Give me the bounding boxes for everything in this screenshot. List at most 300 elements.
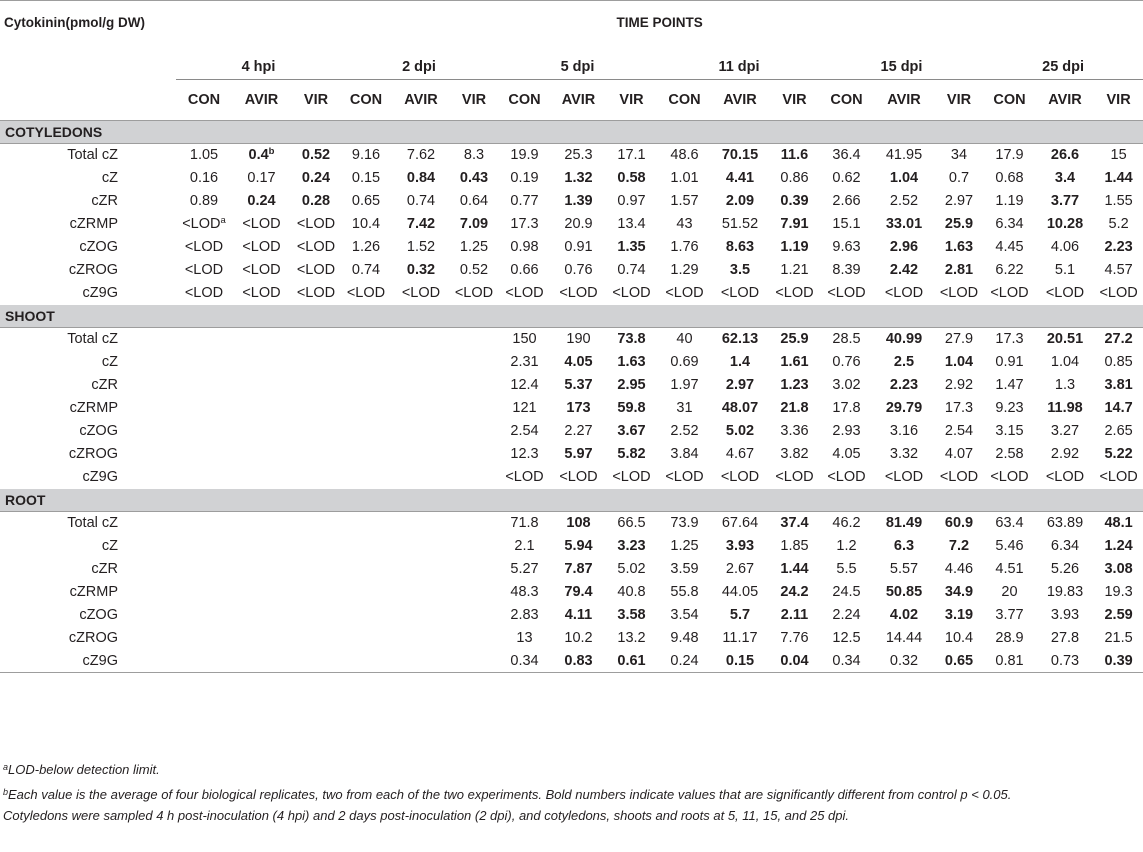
cell-value: 25.9 [780, 331, 809, 348]
cell-value: 0.89 [189, 193, 219, 209]
cell-value: 11.6 [780, 147, 809, 164]
cell-value: 19.83 [1046, 584, 1084, 600]
table-cell [552, 374, 605, 397]
cell-value: 0.98 [510, 239, 539, 255]
table-cell [711, 144, 769, 167]
cell-value: 0.64 [459, 193, 489, 209]
table-cell [658, 397, 711, 420]
cell-value: 24.2 [780, 584, 809, 600]
table-cell [935, 420, 983, 443]
table-cell [873, 397, 935, 420]
cell-value: <LOD [242, 262, 281, 278]
cell-value: 0.62 [832, 170, 861, 186]
cell-value: 13.4 [617, 216, 646, 232]
table-cell [769, 604, 820, 627]
cell-value: 10.2 [564, 630, 593, 646]
cell-value: 1.57 [670, 193, 699, 209]
footnote-marker: b [268, 146, 275, 158]
cell-value: 150 [512, 331, 537, 348]
table-cell [552, 259, 605, 282]
cell-value: 0.97 [617, 193, 646, 209]
table-cell [1036, 259, 1094, 282]
table-cell [497, 581, 552, 604]
table-cell [658, 443, 711, 466]
cell-value: 0.7 [948, 170, 970, 186]
cell-value: 17.3 [510, 216, 539, 232]
cell-value: 48.07 [721, 400, 759, 416]
table-cell [497, 397, 552, 420]
table-cell [873, 144, 935, 167]
table-cell [769, 351, 820, 374]
table-row [0, 650, 1143, 673]
table-cell [451, 558, 497, 581]
table-cell [605, 420, 658, 443]
table-cell [935, 558, 983, 581]
cell-value: 25.3 [564, 147, 593, 164]
cell-value: 0.39 [1104, 652, 1133, 669]
footnote-b-mark: b [3, 787, 9, 797]
cell-value: 2.58 [995, 446, 1024, 462]
cell-value: 1.04 [889, 170, 919, 186]
table-cell [552, 213, 605, 236]
section-title: ROOT [0, 489, 1143, 512]
table-cell [1036, 581, 1094, 604]
table-cell [391, 558, 451, 581]
table-cell [935, 650, 983, 673]
cell-value: 73.9 [670, 515, 699, 532]
cell-value: <LOD [990, 285, 1029, 301]
table-cell [873, 236, 935, 259]
table-cell [983, 282, 1036, 305]
table-cell [658, 236, 711, 259]
cell-value: 2.1 [514, 538, 535, 554]
table-cell [232, 144, 291, 167]
table-cell [552, 236, 605, 259]
treatment-column-header: AVIR [1036, 80, 1094, 121]
table-cell [711, 512, 769, 535]
table-cell [820, 328, 873, 351]
table-cell [176, 581, 232, 604]
table-cell [983, 466, 1036, 489]
time-point-group-header: 2 dpi [341, 56, 497, 80]
table-cell [711, 558, 769, 581]
table-cell [391, 466, 451, 489]
table-cell [291, 512, 341, 535]
table-cell [820, 535, 873, 558]
table-cell [391, 535, 451, 558]
cell-value: 2.52 [889, 193, 919, 209]
cell-value: 0.34 [832, 652, 861, 669]
table-cell [769, 466, 820, 489]
cell-value: 2.09 [725, 193, 755, 209]
cell-value: 1.29 [670, 262, 699, 278]
table-row [0, 397, 1143, 420]
row-label: Total cZ [67, 515, 118, 532]
cell-value: <LOD [401, 285, 441, 301]
table-cell [1094, 190, 1143, 213]
table-cell [451, 351, 497, 374]
treatment-column-header: CON [820, 80, 873, 121]
cell-value: <LOD [296, 239, 336, 255]
cell-value: <LOD [505, 285, 544, 301]
table-cell [769, 374, 820, 397]
table-cell [711, 282, 769, 305]
table-cell [232, 443, 291, 466]
cell-value: 2.5 [893, 354, 915, 370]
table-cell [769, 328, 820, 351]
cell-value: 2.81 [944, 262, 974, 278]
cell-value: 1.01 [670, 170, 699, 186]
table-cell [451, 581, 497, 604]
table-cell [1094, 236, 1143, 259]
table-cell [451, 627, 497, 650]
cell-value: 3.5 [729, 262, 751, 278]
table-cell [983, 190, 1036, 213]
cell-value: 15.1 [832, 216, 861, 232]
table-cell [451, 466, 497, 489]
table-cell [497, 328, 552, 351]
table-cell [391, 512, 451, 535]
cell-value: 2.59 [1104, 607, 1133, 623]
table-cell [497, 190, 552, 213]
table-cell [176, 443, 232, 466]
table-cell [935, 351, 983, 374]
cell-value: 27.8 [1050, 630, 1080, 646]
treatment-column-header: VIR [451, 80, 497, 121]
cell-value: 3.93 [725, 538, 755, 554]
cell-value: 0.85 [1104, 354, 1133, 370]
table-cell [176, 512, 232, 535]
table-cell [291, 236, 341, 259]
treatment-column-header: AVIR [232, 80, 291, 121]
cell-value: 1.25 [459, 239, 489, 255]
cell-value: <LOD [990, 469, 1029, 485]
cell-value: <LOD [884, 285, 924, 301]
cell-value: 1.44 [1104, 170, 1133, 186]
table-cell [983, 213, 1036, 236]
table-cell [605, 466, 658, 489]
table-cell [232, 213, 291, 236]
cell-value: 4.41 [725, 170, 755, 186]
cell-value: 14.7 [1104, 400, 1133, 416]
table-cell [605, 512, 658, 535]
cell-value: 3.54 [670, 607, 699, 623]
table-cell [391, 167, 451, 190]
cell-value: 1.19 [780, 239, 809, 255]
treatment-column-header: VIR [291, 80, 341, 121]
cell-value: 4.67 [725, 446, 755, 462]
table-cell [983, 420, 1036, 443]
table-cell [935, 282, 983, 305]
table-row [0, 535, 1143, 558]
table-cell [983, 374, 1036, 397]
cell-value: 0.83 [564, 652, 593, 669]
table-row [0, 604, 1143, 627]
treatment-column-header: VIR [935, 80, 983, 121]
table-cell [658, 328, 711, 351]
table-cell [451, 236, 497, 259]
cell-value: 48.1 [1104, 515, 1133, 532]
cell-value: 34 [950, 147, 968, 164]
table-cell [232, 512, 291, 535]
table-cell [983, 581, 1036, 604]
cell-value: 7.87 [564, 561, 593, 577]
table-cell [552, 328, 605, 351]
table-cell [451, 443, 497, 466]
table-cell [291, 466, 341, 489]
table-cell [605, 259, 658, 282]
table-cell [873, 328, 935, 351]
cell-value: 13.2 [617, 630, 646, 646]
cell-value: <LOD [775, 469, 814, 485]
cell-value: 71.8 [510, 515, 539, 532]
table-cell [1036, 213, 1094, 236]
table-cell [769, 650, 820, 673]
table-cell [497, 144, 552, 167]
cell-value: 0.17 [247, 170, 276, 186]
cell-value: 5.7 [729, 607, 751, 623]
table-cell [341, 581, 391, 604]
cell-value: <LOD [612, 285, 651, 301]
cell-value: 0.24 [301, 170, 331, 186]
cell-value: 5.37 [564, 377, 593, 393]
cell-value: 73.8 [617, 331, 646, 348]
cell-value: <LOD [720, 469, 760, 485]
table-cell [451, 328, 497, 351]
table-cell [341, 604, 391, 627]
table-cell [820, 604, 873, 627]
table-cell [935, 512, 983, 535]
cell-value: 59.8 [617, 400, 646, 416]
table-cell [935, 443, 983, 466]
table-cell [176, 604, 232, 627]
cell-value: 12.4 [510, 377, 539, 393]
table-cell [341, 190, 391, 213]
cell-value: 1.4 [729, 354, 751, 370]
cell-value: 8.3 [463, 147, 485, 164]
cell-value: <LOD [1045, 469, 1085, 485]
cell-value: <LOD [184, 285, 224, 301]
table-cell [711, 236, 769, 259]
table-cell [391, 374, 451, 397]
table-cell [232, 535, 291, 558]
table-cell [391, 213, 451, 236]
cell-value: 5.2 [1108, 216, 1129, 232]
cell-value: 21.5 [1104, 630, 1133, 646]
row-label: cZ9G [0, 650, 176, 673]
table-cell [711, 443, 769, 466]
treatment-column-header: AVIR [552, 80, 605, 121]
table-cell [451, 282, 497, 305]
table-cell [1036, 604, 1094, 627]
table-row [0, 282, 1143, 305]
cell-value: <LOD [559, 469, 598, 485]
table-cell [983, 328, 1036, 351]
table-cell [341, 650, 391, 673]
table-cell [983, 167, 1036, 190]
table-cell [873, 374, 935, 397]
cell-value: 3.02 [832, 377, 861, 393]
table-cell [451, 213, 497, 236]
table-cell [1036, 351, 1094, 374]
table-cell [1036, 466, 1094, 489]
row-label: Total cZ [67, 147, 118, 164]
table-cell [711, 627, 769, 650]
footnote-b [3, 787, 1011, 802]
cell-value: 0.73 [1050, 652, 1080, 669]
cell-value: 2.83 [510, 607, 539, 623]
cell-value: <LOD [505, 469, 544, 485]
table-cell [873, 466, 935, 489]
table-cell [935, 328, 983, 351]
table-cell [497, 466, 552, 489]
table-cell [341, 466, 391, 489]
table-cell [391, 581, 451, 604]
row-label: cZRMP [69, 584, 118, 600]
table-cell [658, 466, 711, 489]
table-cell [1036, 650, 1094, 673]
cell-value: 10.28 [1046, 216, 1084, 232]
table-cell [232, 466, 291, 489]
table-cell [820, 282, 873, 305]
table-cell [552, 466, 605, 489]
treatment-column-header: AVIR [873, 80, 935, 121]
cell-value: 20 [1001, 584, 1018, 600]
table-cell [451, 190, 497, 213]
cell-value: 5.97 [564, 446, 593, 462]
table-row [0, 213, 1143, 236]
table-cell [658, 374, 711, 397]
cell-value: 19.3 [1104, 584, 1133, 600]
table-cell [873, 190, 935, 213]
table-cell [605, 351, 658, 374]
cell-value: <LOD [1099, 285, 1138, 301]
table-cell [232, 581, 291, 604]
table-cell [291, 443, 341, 466]
cell-value: 36.4 [832, 147, 861, 164]
cell-value: 9.16 [351, 147, 381, 164]
cell-value: 2.54 [510, 423, 539, 439]
cell-value: 7.2 [948, 538, 970, 554]
cell-value: 0.16 [189, 170, 219, 186]
table-cell [451, 604, 497, 627]
cell-value: 46.2 [832, 515, 861, 532]
cell-value: 0.58 [617, 170, 646, 186]
footnote-marker: a [220, 215, 226, 226]
table-cell [711, 190, 769, 213]
table-cell [391, 420, 451, 443]
cell-value: 17.1 [617, 147, 646, 164]
section-header-row [0, 489, 1143, 512]
table-cell [1036, 282, 1094, 305]
table-cell [232, 190, 291, 213]
cell-value: 5.46 [995, 538, 1024, 554]
table-cell [935, 236, 983, 259]
table-row [0, 144, 1143, 167]
cell-value: 2.92 [1050, 446, 1080, 462]
row-label: cZR [91, 377, 118, 393]
cell-value: 17.9 [995, 147, 1024, 164]
cell-value: 15 [1110, 147, 1127, 164]
cell-value: <LOD [827, 285, 866, 301]
table-cell [176, 558, 232, 581]
cell-value: 2.31 [510, 354, 539, 370]
treatment-column-header: VIR [1094, 80, 1143, 121]
treatment-column-header: VIR [769, 80, 820, 121]
cell-value: 3.93 [1050, 607, 1080, 623]
cell-value: 27.2 [1104, 331, 1133, 348]
table-row [0, 512, 1143, 535]
row-label: cZOG [79, 239, 118, 255]
table-row [0, 167, 1143, 190]
table-cell [552, 420, 605, 443]
cell-value: 24.5 [832, 584, 861, 600]
cell-value: 190 [566, 331, 591, 348]
cell-value: <LOD [184, 239, 224, 255]
table-cell [873, 512, 935, 535]
table-cell [658, 351, 711, 374]
cell-value: 1.05 [189, 147, 219, 164]
table-cell [820, 558, 873, 581]
table-cell [658, 190, 711, 213]
table-cell [605, 604, 658, 627]
table-cell [711, 604, 769, 627]
cell-value: 13 [516, 630, 533, 646]
table-cell [291, 328, 341, 351]
table-row [0, 581, 1143, 604]
table-cell [176, 144, 232, 167]
cell-value: 4.57 [1104, 262, 1133, 278]
table-cell [1094, 328, 1143, 351]
cell-value: 79.4 [564, 584, 593, 600]
table-cell [658, 167, 711, 190]
cell-value: 0.74 [351, 262, 381, 278]
table-cell [935, 213, 983, 236]
table-cell [1036, 144, 1094, 167]
footnote-a [3, 762, 160, 777]
cell-value: 7.42 [406, 216, 436, 232]
table-cell [658, 282, 711, 305]
table-cell [291, 213, 341, 236]
table-cell [935, 190, 983, 213]
table-cell [1094, 627, 1143, 650]
table-cell [451, 167, 497, 190]
table-cell [497, 374, 552, 397]
cell-value: 11.98 [1047, 400, 1083, 416]
table-cell [658, 581, 711, 604]
table-cell [291, 627, 341, 650]
cell-value: 0.76 [564, 262, 593, 278]
cell-value: 1.04 [1050, 354, 1080, 370]
table-cell [291, 282, 341, 305]
cell-value: 28.5 [832, 331, 861, 348]
row-label: cZRMP [69, 216, 118, 232]
treatment-column-header: CON [341, 80, 391, 121]
table-cell [391, 351, 451, 374]
cell-value: 0.74 [617, 262, 646, 278]
cell-value: 6.34 [995, 216, 1024, 232]
cell-value: 7.76 [780, 630, 809, 646]
table-cell [820, 259, 873, 282]
table-cell [1036, 374, 1094, 397]
treatment-column-header: VIR [605, 80, 658, 121]
table-cell [711, 328, 769, 351]
cell-value: 0.65 [351, 193, 381, 209]
cell-value: 1.21 [780, 262, 809, 278]
row-label: cZR [91, 193, 118, 209]
cell-value: 5.5 [836, 561, 857, 577]
table-cell [391, 259, 451, 282]
